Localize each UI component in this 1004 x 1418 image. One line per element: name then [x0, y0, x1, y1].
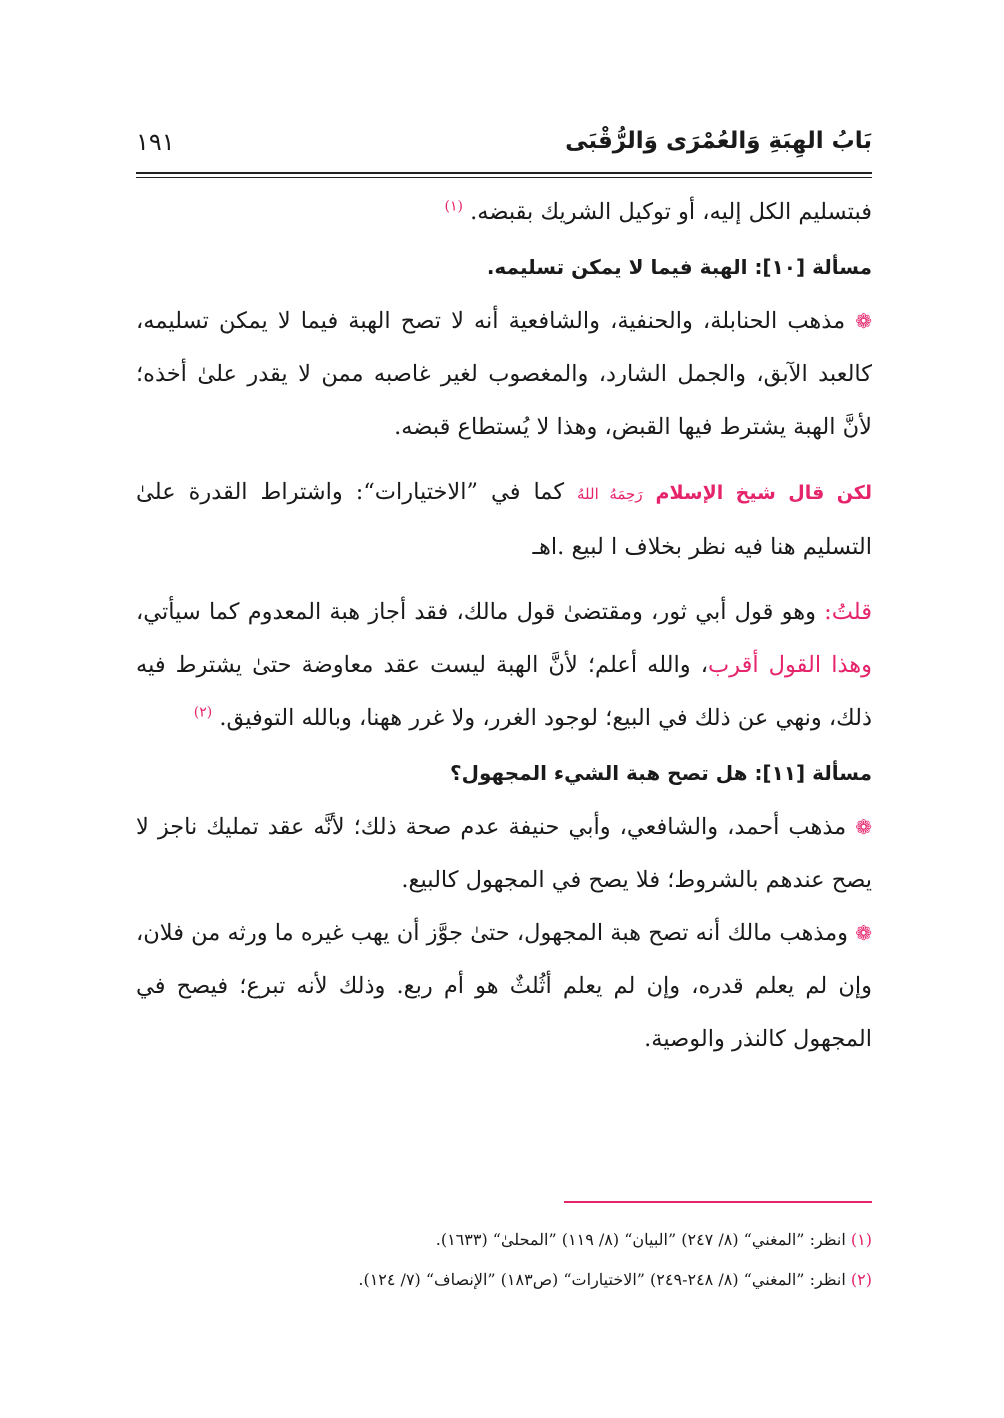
- paragraph-text: وهو قول أبي ثور، ومقتضىٰ قول مالك، فقد أجاز هبة المعدوم كما سيأتي،: [136, 599, 816, 625]
- footnote-text: انظر: ”المغني“ (٨/ ٢٤٧) ”البيان“ (٨/ ١١٩) ”المحلىٰ“ (١٦٣٣).: [435, 1230, 846, 1249]
- highlight-lead: لكن قال شيخ الإسلام: [655, 482, 872, 504]
- flower-ornament-icon: ❁: [855, 921, 872, 945]
- issue-10-heading: [136, 245, 872, 289]
- header-rule: [136, 172, 872, 178]
- chapter-title: بَابُ الهِبَةِ وَالعُمْرَى وَالرُّقْبَى: [565, 128, 872, 154]
- highlight-lead: قلتُ:: [824, 599, 872, 625]
- honorific: رَحِمَهُ اللهُ: [577, 485, 643, 503]
- flower-ornament-icon: ❁: [855, 815, 873, 839]
- footnote-number: (٢): [850, 1270, 872, 1289]
- flower-ornament-icon: ❁: [855, 309, 872, 333]
- paragraph-continuation: [136, 186, 872, 239]
- footnote-number: (١): [850, 1230, 872, 1249]
- footnotes: [136, 1220, 872, 1300]
- footnote-1: [136, 1220, 872, 1260]
- issue-title: الهبة فيما لا يمكن تسليمه.: [486, 255, 748, 279]
- issue-title: هل تصح هبة الشيء المجهول؟: [450, 761, 748, 785]
- paragraph-author-opinion: [136, 586, 872, 745]
- issue-label: مسألة [١١]:: [754, 761, 872, 785]
- paragraph-text: فبتسليم الكل إليه، أو توكيل الشريك بقبضه.: [470, 199, 872, 225]
- issue-label: مسألة [١٠]:: [754, 255, 872, 279]
- page-number: ١٩١: [136, 128, 175, 156]
- issue-11-heading: [136, 751, 872, 795]
- highlight-phrase: وهذا القول أقرب: [708, 652, 872, 678]
- paragraph-text: ومذهب مالك أنه تصح هبة المجهول، حتىٰ جوَّز أن يهب غيره ما ورثه من فلان، وإن لم يعلم قدره، وإن لم يعلم أثُلثٌ هو أم ربع. وذلك لأنه تبرع؛ فيصح في المجهول كالنذر والوصية.: [136, 920, 872, 1052]
- main-text: [136, 186, 872, 1066]
- paragraph-hanbali: [136, 295, 872, 454]
- paragraph-text: كما في ”الاختيارات“: واشتراط القدرة علىٰ التسليم هنا فيه نظر بخلاف ا لبيع .اهـ: [136, 479, 872, 560]
- paragraph-text: مذهب أحمد، والشافعي، وأبي حنيفة عدم صحة ذلك؛ لأنَّه عقد تمليك ناجز لا يصح عندهم بالشروط؛ فلا يصح في المجهول كالبيع.: [136, 814, 872, 893]
- footnote-text: انظر: ”المغني“ (٨/ ٢٤٨-٢٤٩) ”الاختيارات“ (ص١٨٣) ”الإنصاف“ (٧/ ١٢٤).: [358, 1270, 846, 1289]
- footnote-ref-1[interactable]: (١): [444, 198, 463, 215]
- paragraph-text: ، والله أعلم؛ لأنَّ الهبة ليست عقد معاوضة حتىٰ يشترط فيه ذلك، ونهي عن ذلك في البيع؛ لوجود الغرر، ولا غرر ههنا، وبالله التوفيق.: [136, 652, 872, 731]
- footnote-ref-2[interactable]: (٢): [193, 704, 213, 721]
- footnote-2: [136, 1260, 872, 1300]
- paragraph-ahmad: [136, 801, 872, 907]
- footnote-rule: [564, 1201, 872, 1203]
- paragraph-malik: [136, 907, 872, 1066]
- running-header: [136, 128, 872, 168]
- paragraph-sheikh-islam: [136, 466, 872, 574]
- paragraph-text: مذهب الحنابلة، والحنفية، والشافعية أنه لا تصح الهبة فيما لا يمكن تسليمه، كالعبد الآبق، والجمل الشارد، والمغصوب لغير غاصبه ممن لا يقدر علىٰ أخذه؛ لأنَّ الهبة يشترط فيها القبض، وهذا لا يُستطاع قبضه.: [136, 308, 872, 440]
